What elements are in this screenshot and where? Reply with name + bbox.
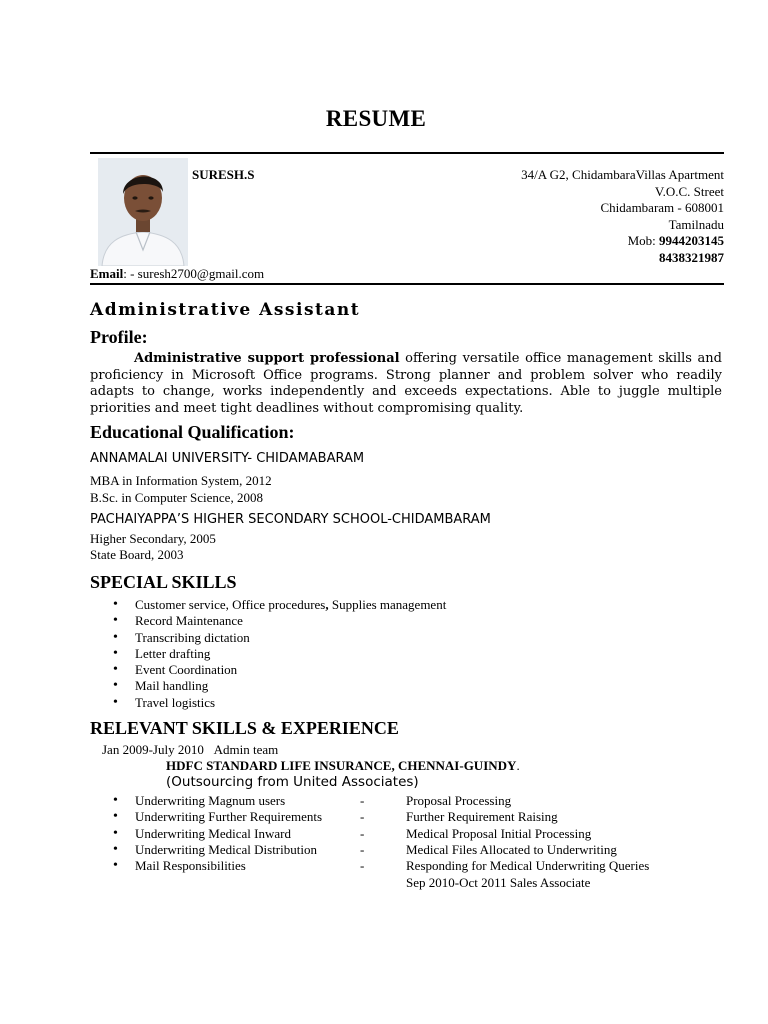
header-bottom-rule — [90, 283, 724, 285]
list-item: • Transcribing dictation — [90, 630, 446, 646]
duty-dash: - — [360, 858, 365, 874]
profile-photo — [98, 158, 188, 266]
list-item: • Letter drafting — [90, 646, 446, 662]
address-line: 34/A G2, ChidambaraVillas Apartment — [521, 167, 724, 182]
list-item: • Mail handling — [90, 678, 446, 694]
company-dot: . — [516, 758, 520, 773]
duty-dash: - — [360, 841, 365, 857]
duty-right: Responding for Medical Underwriting Queries — [406, 858, 650, 874]
next-role-line: Sep 2010-Oct 2011 Sales Associate — [406, 875, 591, 890]
duty-right: Further Requirement Raising — [406, 809, 558, 825]
profile-heading: Profile: — [90, 327, 148, 347]
duty-left: Underwriting Medical Inward — [135, 825, 291, 841]
list-item — [90, 858, 730, 874]
special-skills-list — [90, 597, 446, 711]
header-top-rule — [90, 152, 724, 154]
duty-left: Underwriting Medical Distribution — [135, 841, 317, 857]
university-name: ANNAMALAI UNIVERSITY- CHIDAMABARAM — [90, 451, 365, 466]
list-item — [90, 809, 730, 825]
school-name: PACHAIYAPPA’S HIGHER SECONDARY SCHOOL-CHIDAMBARAM — [90, 512, 491, 527]
address-line: Chidambaram - 608001 — [600, 200, 724, 215]
experience-period-line — [102, 742, 278, 758]
list-item: • Record Maintenance — [90, 613, 446, 629]
duty-dash: - — [360, 793, 365, 808]
duty-dash: - — [360, 809, 365, 825]
duty-dash: - — [360, 825, 365, 841]
list-item — [90, 597, 446, 613]
experience-heading: RELEVANT SKILLS & EXPERIENCE — [90, 718, 399, 738]
contact-address-block — [521, 167, 724, 266]
candidate-name: SURESH.S — [192, 167, 255, 182]
duty-left: Underwriting Magnum users — [135, 793, 286, 808]
duty-left: Underwriting Further Requirements — [135, 809, 323, 825]
address-line: V.O.C. Street — [654, 183, 724, 199]
mobile-number-1: 9944203145 — [659, 233, 724, 248]
company-line — [166, 758, 520, 774]
mobile-number-2: 8438321987 — [659, 249, 724, 265]
profile-paragraph — [90, 351, 722, 417]
list-item — [90, 793, 730, 809]
email-line — [90, 266, 264, 282]
company-name: HDFC STANDARD LIFE INSURANCE, CHENNAI-GUINDY — [166, 758, 517, 773]
duty-right: Proposal Processing — [406, 793, 512, 808]
list-item — [90, 826, 730, 842]
mobile-label: Mob: — [627, 233, 656, 248]
list-item — [90, 842, 730, 858]
mobile-line — [521, 233, 724, 250]
outsourcing-note: (Outsourcing from United Associates) — [166, 774, 419, 790]
skill-text: Customer service, Office procedures — [135, 597, 326, 612]
duty-right: Medical Files Allocated to Underwriting — [406, 841, 617, 857]
address-line: Tamilnadu — [668, 216, 724, 232]
job-role-title: Administrative Assistant — [90, 300, 361, 320]
experience-period: Jan 2009-July 2010 — [102, 742, 204, 757]
skill-comma: , — [325, 597, 329, 612]
degree-mba: MBA in Information System, 2012 — [90, 473, 272, 488]
list-item: • Travel logistics — [90, 695, 446, 711]
experience-team: Admin team — [213, 742, 279, 757]
profile-body: offering versatile office management skills and proficiency in Microsoft Office programs. Strong planner and problem solver who readily adapts to change, works independently and exceeds expectations. Able to juggle multiple priorities and meet tight deadlines without compromising quality. — [90, 351, 722, 416]
email-value: : - suresh2700@gmail.com — [123, 266, 265, 281]
list-item: • Event Coordination — [90, 662, 446, 678]
email-label: Email — [90, 266, 124, 281]
special-skills-heading: SPECIAL SKILLS — [90, 572, 237, 592]
duty-right: Medical Proposal Initial Processing — [406, 825, 592, 841]
education-heading: Educational Qualification: — [90, 422, 295, 442]
profile-lead: Administrative support professional — [134, 351, 400, 366]
experience-list — [90, 793, 730, 874]
school-state-board: State Board, 2003 — [90, 547, 184, 562]
duty-left: Mail Responsibilities — [135, 858, 246, 874]
resume-title: RESUME — [325, 106, 427, 131]
degree-bsc: B.Sc. in Computer Science, 2008 — [90, 490, 263, 505]
skill-text: Supplies management — [328, 597, 447, 612]
school-higher-secondary: Higher Secondary, 2005 — [90, 531, 216, 546]
